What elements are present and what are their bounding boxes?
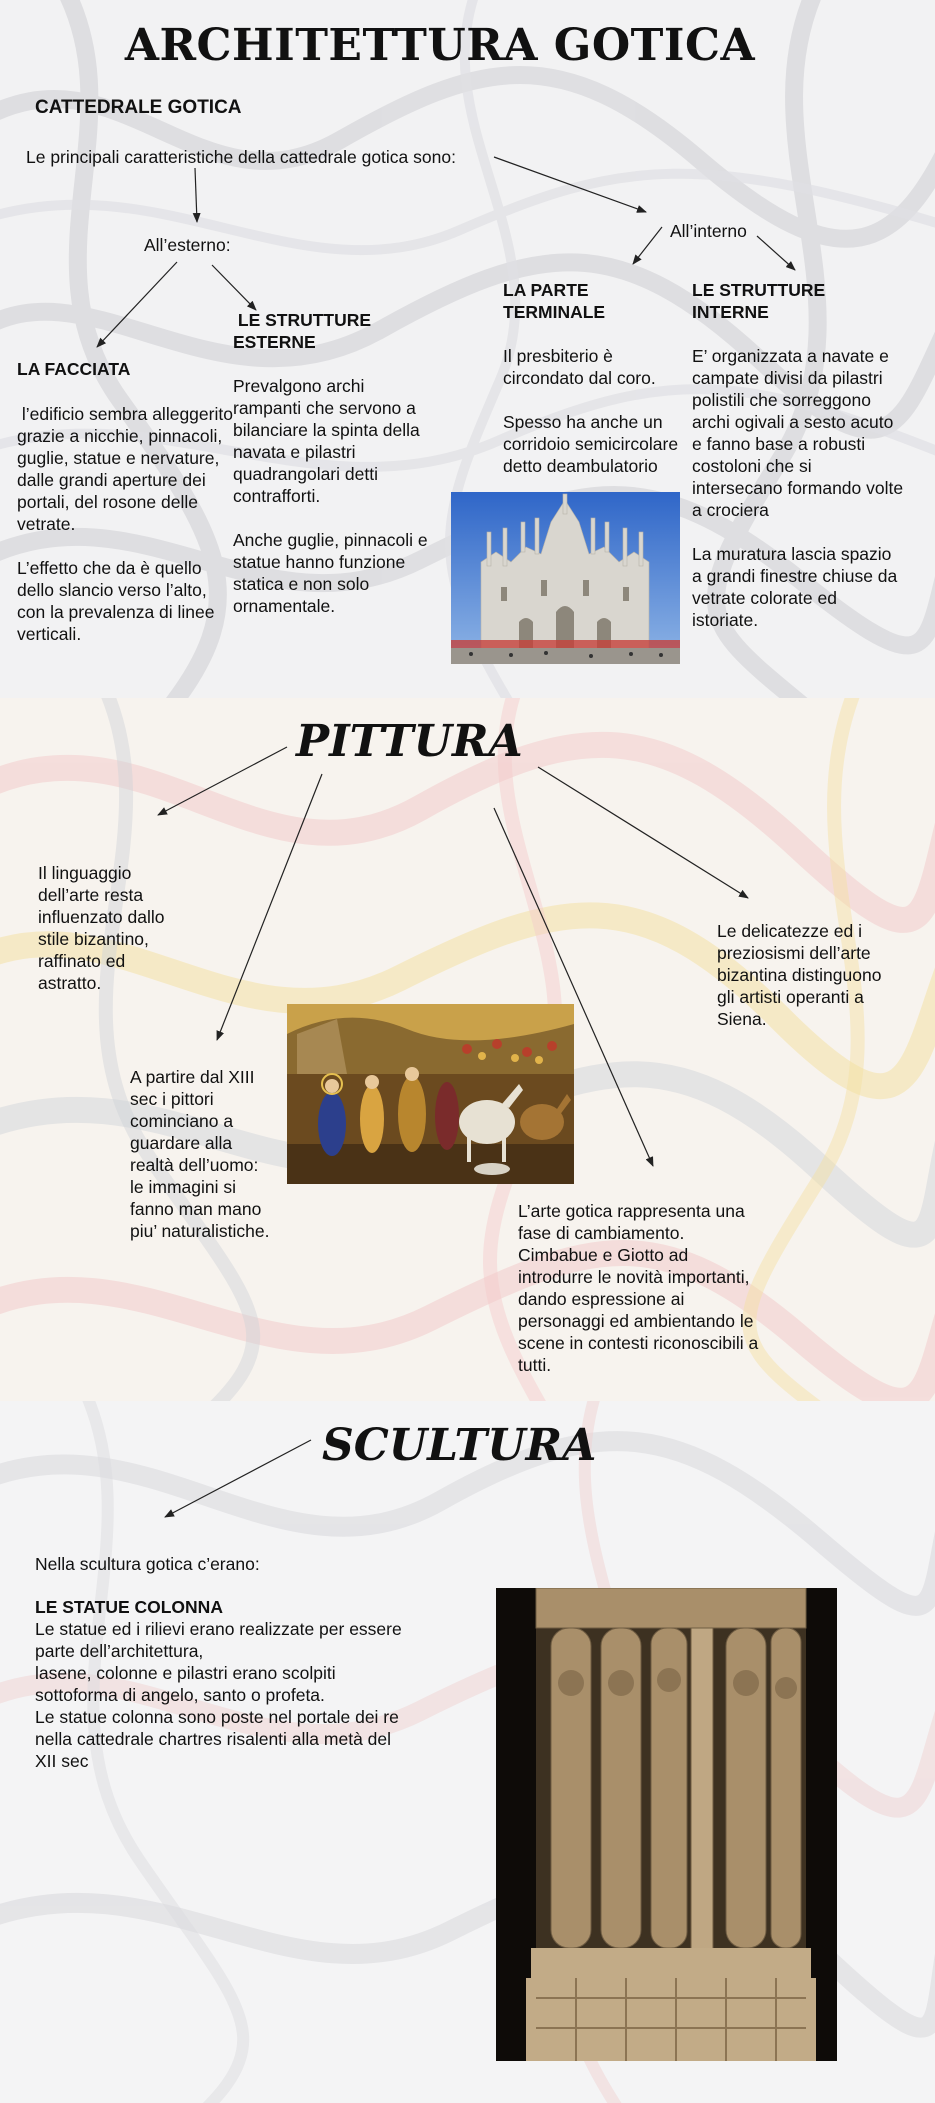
arrow-intro-to-exterior xyxy=(195,168,197,222)
facade-text: l’edificio sembra alleggerito grazie a nicchie, pinnacoli, guglie, statue e nervature, dalle grandi aperture dei portali, del rosone delle vetrate. L’effetto che da è quello dello slancio verso l’alto, con la prevalenza di linee verticali. xyxy=(17,404,233,644)
arrow-interior-to-internal-structures xyxy=(757,236,795,270)
byzantine-influence-text: Il linguaggio dell’arte resta influenzato dallo stile bizantino, raffinato ed astratto. xyxy=(38,863,165,993)
external-structures-text: Prevalgono archi rampanti che servono a bilanciare la spinta della navata e pilastri quadrangolari detti contrafforti. Anche guglie, pinnacoli e statue hanno funzione statica e non solo ornamentale. xyxy=(233,376,428,616)
arrow-painting-to-siena xyxy=(538,767,748,898)
arrow-exterior-to-facade xyxy=(97,262,177,347)
cathedral-subtitle: CATTEDRALE GOTICA xyxy=(35,97,242,118)
internal-structures-text: E’ organizzata a navate e campate divisi da pilastri polistili che sorreggono archi ogivali a sesto acuto e fanno base a robusti costoloni che si intersecano formando volte a crociera La muratura lascia spazio a grandi finestre chiuse da vetrate colorate ed istoriate. xyxy=(692,346,904,630)
arrow-exterior-to-external-structures xyxy=(212,265,256,310)
terminal-part-title: LA PARTE TERMINALE xyxy=(503,280,606,322)
arrow-painting-to-naturalism xyxy=(217,774,322,1040)
intro-text: Le principali caratteristiche della cattedrale gotica sono: xyxy=(26,147,456,167)
external-structures-title: LE STRUTTURE ESTERNE xyxy=(233,310,372,352)
arrow-intro-to-interior xyxy=(494,157,646,212)
internal-structures-title: LE STRUTTURE INTERNE xyxy=(692,280,826,322)
sculpture-title: SCULTURA xyxy=(322,1420,597,1471)
painting-title: PITTURA xyxy=(296,716,523,767)
column-statues-title: LE STATUE COLONNA xyxy=(35,1597,223,1617)
facade-title: LA FACCIATA xyxy=(17,359,131,379)
arrow-painting-to-gothic-change xyxy=(494,808,653,1166)
terminal-part-text: Il presbiterio è circondato dal coro. Spesso ha anche un corridoio semicircolare detto deambulatorio xyxy=(503,346,679,476)
arrow-painting-to-byzantine xyxy=(158,747,287,815)
interior-label: All’interno xyxy=(670,221,747,241)
architecture-title: ARCHITETTURA GOTICA xyxy=(124,20,756,71)
column-statues-text: Le statue ed i rilievi erano realizzate per essere parte dell’architettura, lasene, colonne e pilastri erano scolpiti sottoforma di angelo, santo o profeta. Le statue colonna sono poste nel portale dei re nella cattedrale chartres risalenti alla metà del XII sec xyxy=(35,1619,402,1771)
arrow-interior-to-terminal-part xyxy=(633,227,662,264)
exterior-label: All’esterno: xyxy=(144,235,231,255)
gothic-art-change-text: L’arte gotica rappresenta una fase di cambiamento. Cimbabue e Giotto ad introdurre le novità importanti, dando espressione ai personaggi ed ambientando le scene in contesti riconoscibili a tutti. xyxy=(518,1201,759,1375)
naturalism-text: A partire dal XIII sec i pittori cominciano a guardare alla realtà dell’uomo: le immagini si fanno man mano piu’ naturalistiche. xyxy=(130,1067,270,1241)
siena-artists-text: Le delicatezze ed i preziosismi dell’arte bizantina distinguono gli artisti operanti a Siena. xyxy=(717,921,882,1029)
arrow-sculpture-to-intro xyxy=(165,1440,311,1517)
sculpture-intro: Nella scultura gotica c’erano: xyxy=(35,1554,260,1574)
